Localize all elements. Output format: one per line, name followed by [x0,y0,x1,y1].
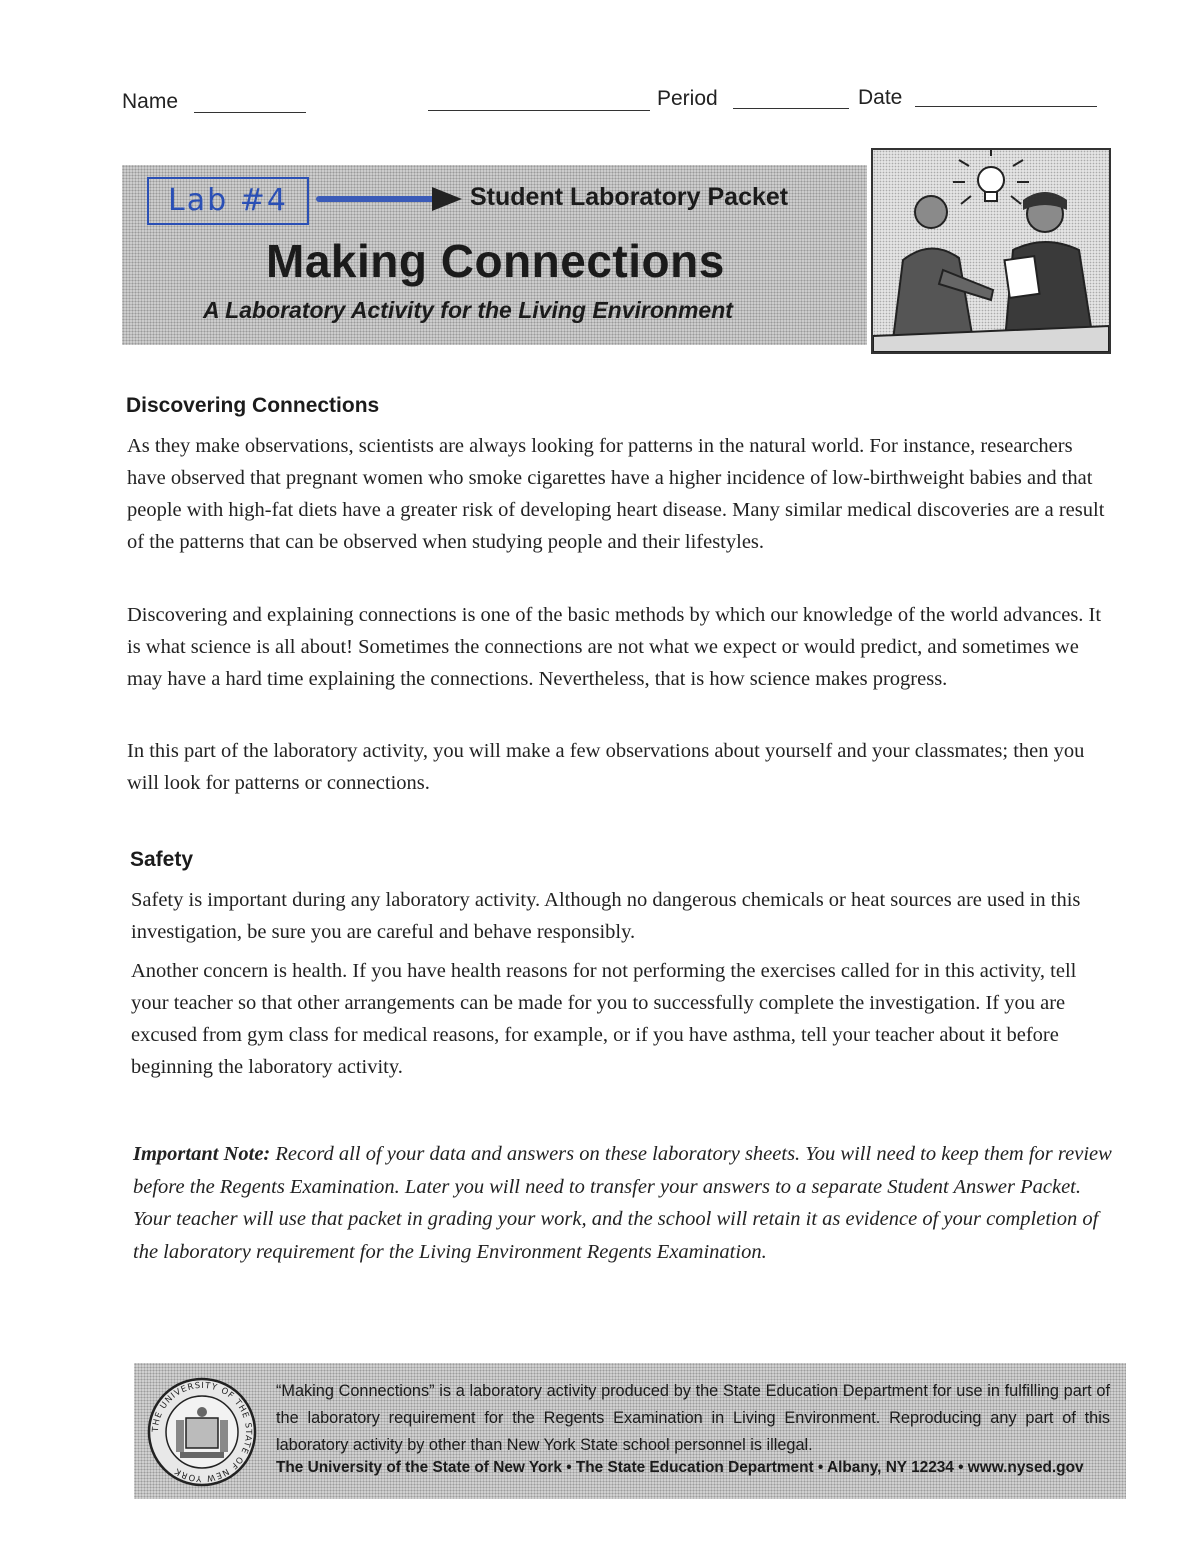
page-title: Making Connections [266,235,725,287]
important-note-text: Record all of your data and answers on these laboratory sheets. You will need to keep them for review before the Regents Examination. Later you will need to transfer your answers to a separate Student Answer Packet. Your teacher will use that packet in grading your work, and the school will retain it as evidence of your completion of the laboratory requirement for the Living Environment Regents Examination. [133,1143,1112,1263]
name-blank-2[interactable] [428,110,650,111]
discovering-paragraph-2: Discovering and explaining connections is one of the basic methods by which our knowledge of the world advances. It is what science is all about! Sometimes the connections are not what we expect or would predict, and sometimes we may have a hard time explaining the connections. Nevertheless, that is how science makes progress. [127,604,1102,690]
footer-address-line: The University of the State of New York • The State Education Department • Albany, NY 12234 • www.nysed.gov [276,1459,1084,1476]
date-label: Date [858,86,903,109]
discovering-paragraph-3: In this part of the laboratory activity, you will make a few observations about yourself and your classmates; then you will look for patterns or connections. [127,740,1085,794]
section-heading-discovering: Discovering Connections [126,394,380,417]
safety-paragraph-1: Safety is important during any laboratory activity. Although no dangerous chemicals or heat sources are used in this investigation, be sure you are careful and behave responsibly. [131,889,1081,943]
handwritten-lab-label: Lab #4 [147,177,309,225]
arrow-right-icon [432,187,462,211]
scientists-lightbulb-icon [873,150,1109,352]
name-blank-1[interactable] [194,112,306,113]
footer-text: “Making Connections” is a laboratory activity produced by the State Education Department for use in fulfilling part of the laboratory requirement for the Regents Examination in Living Environment. Reproducing any part of this laboratory activity by other than New York State school personnel is illegal. [276,1382,1110,1454]
section-heading-safety: Safety [130,848,194,871]
page-subtitle: A Laboratory Activity for the Living Environment [203,297,733,323]
scientists-illustration [871,148,1111,354]
period-label: Period [657,87,718,110]
important-note [133,1138,1123,1268]
arrow-line [316,196,436,202]
discovering-paragraph-1: As they make observations, scientists are always looking for patterns in the natural world. For instance, researchers have observed that pregnant women who smoke cigarettes have a higher incidence of low-birthweight babies and that people with high-fat diets have a greater risk of developing heart disease. Many similar medical discoveries are a result of the patterns that can be observed when studying people and their lifestyles. [127,435,1105,553]
period-blank[interactable] [733,108,849,109]
important-note-label: Important Note: [133,1143,271,1165]
name-label: Name [122,90,179,113]
date-blank[interactable] [915,106,1097,107]
nys-seal-icon [146,1376,258,1488]
packet-label: Student Laboratory Packet [470,183,789,211]
seal-text: THE UNIVERSITY OF THE STATE OF NEW YORK [150,1380,254,1484]
safety-paragraph-2: Another concern is health. If you have health reasons for not performing the exercises called for in this activity, tell your teacher so that other arrangements can be made for you to successfully complete the investigation. If you are excused from gym class for medical reasons, for example, or if you have asthma, tell your teacher about it before beginning the laboratory activity. [131,960,1077,1078]
